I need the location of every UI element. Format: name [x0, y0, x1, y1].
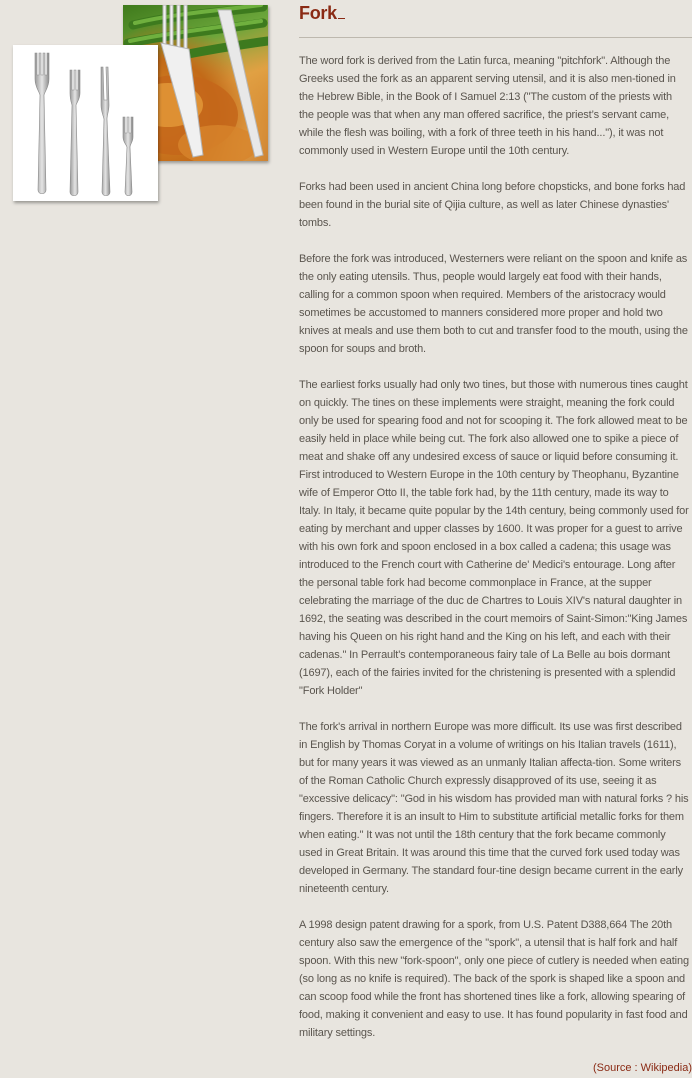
paragraph-northern-europe: The fork's arrival in northern Europe was more difficult. Its use was first described in English by Thomas Coryat in a volume of writings on his Italian travels (1611), but for many years it was viewed as an unmanly Italian affecta-tion. Some writers of the Roman Catholic Church expressly disapproved of its use, seeing it as "excessive delicacy": "God in his wisdom has provided man with natural forks ? his fingers. Therefore it is an insult to Him to substitute artificial metallic forks for them when eating." It was not until the 18th century that the fork became commonly used in Great Britain. It was around this time that the curved fork used today was developed in Germany. The standard four-tine design became current in the early nineteenth century.: [299, 721, 689, 895]
paragraph-earliest-forks: The earliest forks usually had only two tines, but those with numerous tines caught on quickly. The tines on these implements were straight, meaning the fork could only be used for spearing food and not for scooping it. The fork allowed meat to be easily held in place while being cut. The fork also allowed one to spike a piece of meat and shake off any undesired excess of sauce or liquid before consuming it. First introduced to Western Europe in the 10th century by Theophanu, Byzantine wife of Emperor Otto II, the table fork had, by the 11th century, made its way to Italy. In Italy, it became quite popular by the 14th century, being commonly used for eating by merchant and upper classes by 1600. It was proper for a guest to arrive with his own fork and spoon enclosed in a box called a cadena; this usage was introduced to the French court with Catherine de' Medici's entourage. Long after the personal table fork had become commonplace in France, at the supper celebrating the marriage of the duc de Chartres to Louis XIV's natural daughter in 1692, the seating was described in the court memoirs of Saint-Simon:"King James having his Queen on his right hand and the King on his left, and each with their cadenas." In Perrault's contemporaneous fairy tale of La Belle au bois dormant (1697), each of the fairies invited for the christening is presented with a splendid "Fork Holder": [299, 379, 689, 697]
paragraph-before-fork: Before the fork was introduced, Westerners were reliant on the spoon and knife as the only eating utensils. Thus, people would largely eat food with their hands, calling for a common spoon when required. Members of the aristocracy would sometimes be accustomed to manners considered more proper and hold two knives at meals and use them both to cut and transfer food to the mouth, using the spoon for soups and broth.: [299, 253, 688, 355]
title-dash-decoration: [338, 18, 345, 19]
source-citation: (Source : Wikipedia): [592, 1062, 692, 1074]
paragraph-spork: A 1998 design patent drawing for a spork, from U.S. Patent D388,664 The 20th century also saw the emergence of the "spork", a utensil that is half fork and half spoon. With this new "fork-spoon", only one piece of cutlery is needed when eating (so long as no knife is required). The back of the spork is shaped like a spoon and can scoop food while the front has shortened tines like a fork, allowing spearing of food, making it convenient and easy to use. It has found popularity in fast food and military settings.: [299, 919, 689, 1039]
title-row: [299, 0, 692, 38]
paragraph-etymology: The word fork is derived from the Latin furca, meaning "pitchfork". Although the Greeks used the fork as an apparent serving utensil, and it is also men-tioned in the Hebrew Bible, in the Book of I Samuel 2:13 ("The custom of the priests with the people was that when any man offered sacrifice, the priest’s servant came, while the flesh was boiling, with a fork of three teeth in his hand..."), it was not commonly used in Western Europe until the 10th century.: [299, 55, 676, 157]
article: [299, 0, 692, 1074]
paragraph-china: Forks had been used in ancient China long before chopsticks, and bone forks had been found in the burial site of Qijia culture, as well as later Chinese dynasties' tombs.: [299, 181, 686, 229]
four-forks-image: [13, 45, 158, 201]
article-body: [299, 38, 689, 1042]
page-title: Fork: [299, 3, 337, 23]
